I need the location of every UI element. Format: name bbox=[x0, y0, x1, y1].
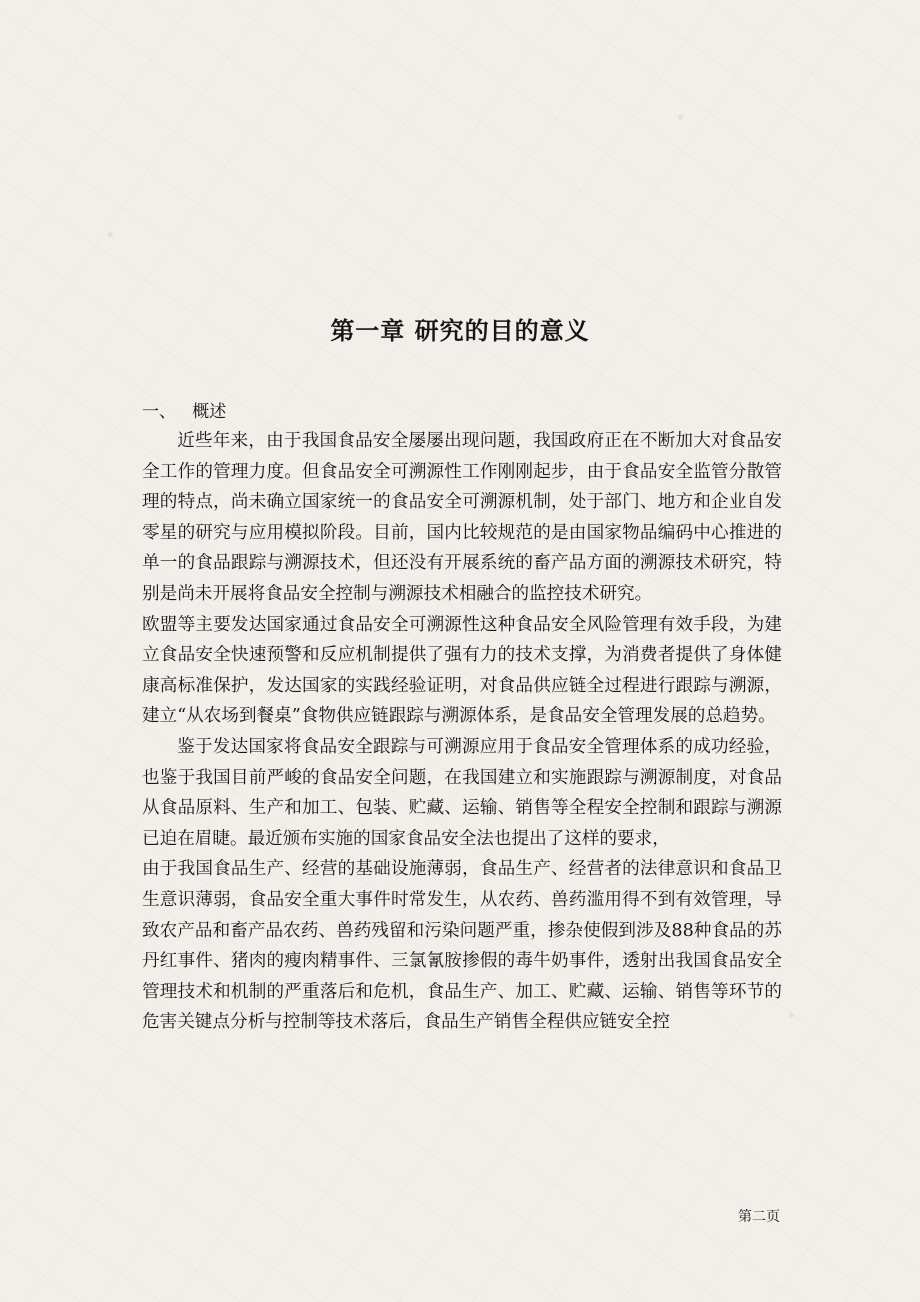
body-text bbox=[142, 426, 782, 1038]
section-heading bbox=[142, 397, 226, 422]
paragraph-domestic-issues: 由于我国食品生产、经营的基础设施薄弱，食品生产、经营者的法律意识和食品卫生意识薄弱，食品安全重大事件时常发生，从农药、兽药滥用得不到有效管理，导致农产品和畜产品农药、兽药残留和污染问题严重，掺杂使假到涉及88种食品的苏丹红事件、猪肉的瘦肉精事件、三氯氰胺掺假的毒牛奶事件，透射出我国食品安全管理技术和机制的严重落后和危机，食品生产、加工、贮藏、运输、销售等环节的危害关键点分析与控制等技术落后，食品生产销售全程供应链安全控 bbox=[142, 859, 782, 1033]
paragraph-overview: 近些年来，由于我国食品安全屡屡出现问题，我国政府正在不断加大对食品安全工作的管理力度。但食品安全可溯源性工作刚刚起步，由于食品安全监管分散管理的特点，尚未确立国家统一的食品安全可溯源机制，处于部门、地方和企业自发零星的研究与应用模拟阶段。目前，国内比较规范的是由国家物品编码中心推进的单一的食品跟踪与溯源技术，但还没有开展系统的畜产品方面的溯源技术研究，特别是尚未开展将食品安全控制与溯源技术相融合的监控技术研究。 bbox=[142, 431, 782, 604]
page-number: 第二页 bbox=[738, 1209, 780, 1225]
section-number: 一、 bbox=[142, 402, 176, 422]
chapter-title: 第一章 研究的目的意义 bbox=[330, 316, 590, 345]
paragraph-eu-practice: 欧盟等主要发达国家通过食品安全可溯源性这种食品安全风险管理有效手段，为建立食品安全快速预警和反应机制提供了强有力的技术支撑，为消费者提供了身体健康高标准保护，发达国家的实践经验证明，对食品供应链全过程进行跟踪与溯源，建立“从农场到餐桌”食物供应链跟踪与溯源体系，是食品安全管理发展的总趋势。 bbox=[142, 614, 782, 727]
section-heading-text: 概述 bbox=[192, 402, 227, 422]
paragraph-urgency: 鉴于发达国家将食品安全跟踪与可溯源应用于食品安全管理体系的成功经验，也鉴于我国目前严峻的食品安全问题，在我国建立和实施跟踪与溯源制度，对食品从食品原料、生产和加工、包装、贮藏、运输、销售等全程安全控制和跟踪与溯源已迫在眉睫。最近颁布实施的国家食品安全法也提出了这样的要求， bbox=[142, 736, 782, 849]
